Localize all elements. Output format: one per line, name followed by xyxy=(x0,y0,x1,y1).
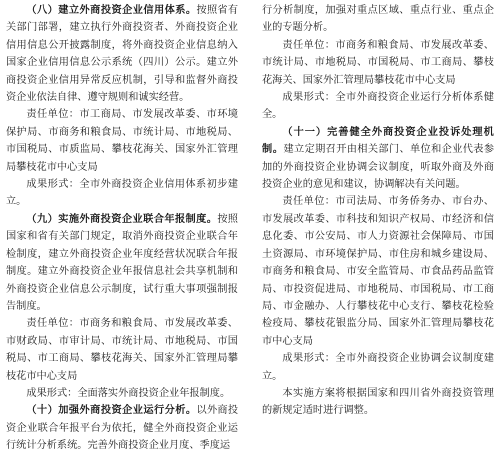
responsible-units: 责任单位：市商务和粮食局、市发展改革委、市财政局、市审计局、市统计局、市地税局、市国税局、市工商局、攀枝花海关、国家外汇管理局攀枝花市中心支局 xyxy=(6,318,238,382)
right-column xyxy=(262,2,494,420)
section-8 xyxy=(6,2,238,106)
outcome: 成果形式：全市外商投资企业协调会议制度建立。 xyxy=(262,353,494,382)
section-body: 以外商投资企业联合年报平台为依托，健全外商投资企业运行统计分析系统。完善外商投资企业月度、季度运 xyxy=(6,405,239,452)
responsible-units: 责任单位：市工商局、市发展改革委、市环境保护局、市商务和粮食局、市统计局、市地税局、市国税局、市质监局、攀枝花海关、国家外汇管理局攀枝花市中心支局 xyxy=(6,109,238,173)
section-heading: （十）加强外商投资企业运行分析。 xyxy=(26,404,197,417)
section-10 xyxy=(6,402,238,454)
section-11 xyxy=(262,124,494,194)
section-heading: （九）实施外商投资企业联合年报制度。 xyxy=(26,212,218,225)
outcome: 成果形式：全市外商投资企业信用体系初步建立。 xyxy=(6,179,238,208)
section-body: 按照省有关部门部署，建立执行外商投资者、外商投资企业信用信息公开披露制度，将外商投资企业信息纳入国家企业信用信息公示系统（四川）公示。建立外商投资企业信用异常反应机制，引导和监督外商投资企业依法自律、遵守规则和诚实经营。 xyxy=(6,5,239,104)
section-heading: （八）建立外商投资企业信用体系。 xyxy=(26,4,197,16)
responsible-units: 责任单位：市司法局、市务侨务办、市台办、市发展改革委、市科技和知识产权局、市经济和信息化委、市公安局、市人力资源社会保障局、市国土资源局、市环境保护局、市住房和城乡建设局、市商务和粮食局、市安全监管局、市食品药品监管局、市投资促进局、市地税局、市国税局、市工商局、市金融办、人行攀枝花中心支行、攀枝花检验检疫局、攀枝花银监分局、国家外汇管理局攀枝花市中心支局 xyxy=(262,196,494,347)
left-column xyxy=(6,2,238,455)
section-9 xyxy=(6,211,238,315)
section-body: 建立定期召开由相关部门、单位和企业代表参加的外商投资企业协调会议制度，听取外商及外商投资企业的意见和建议，协调解决有关问题。 xyxy=(262,144,495,191)
outcome: 成果形式：全面落实外商投资企业年报制度。 xyxy=(26,387,231,399)
section-body: 按照国家和省有关部门规定，取消外商投资企业联合年检制度，建立外商投资企业年度经营状况联合年报制度。建立外商投资企业年报信息社会共享机制和外商投资企业信息公示制度，试行重大事项强制报告制度。 xyxy=(6,213,238,312)
section-heading: （十一）完善健全外商投资企业投诉处理机制。 xyxy=(262,125,494,156)
section-10-continued: 行分析制度，加强对重点区域、重点行业、重点企业的专题分析。 xyxy=(262,5,494,34)
responsible-units: 责任单位：市商务和粮食局、市发展改革委、市统计局、市地税局、市国税局、市工商局、攀枝花海关、国家外汇管理局攀枝花市中心支局 xyxy=(262,39,494,86)
outcome: 成果形式：全市外商投资企业运行分析体系健全。 xyxy=(262,92,494,121)
closing-note: 本实施方案将根据国家和四川省外商投资管理的新规定适时进行调整。 xyxy=(262,387,494,417)
